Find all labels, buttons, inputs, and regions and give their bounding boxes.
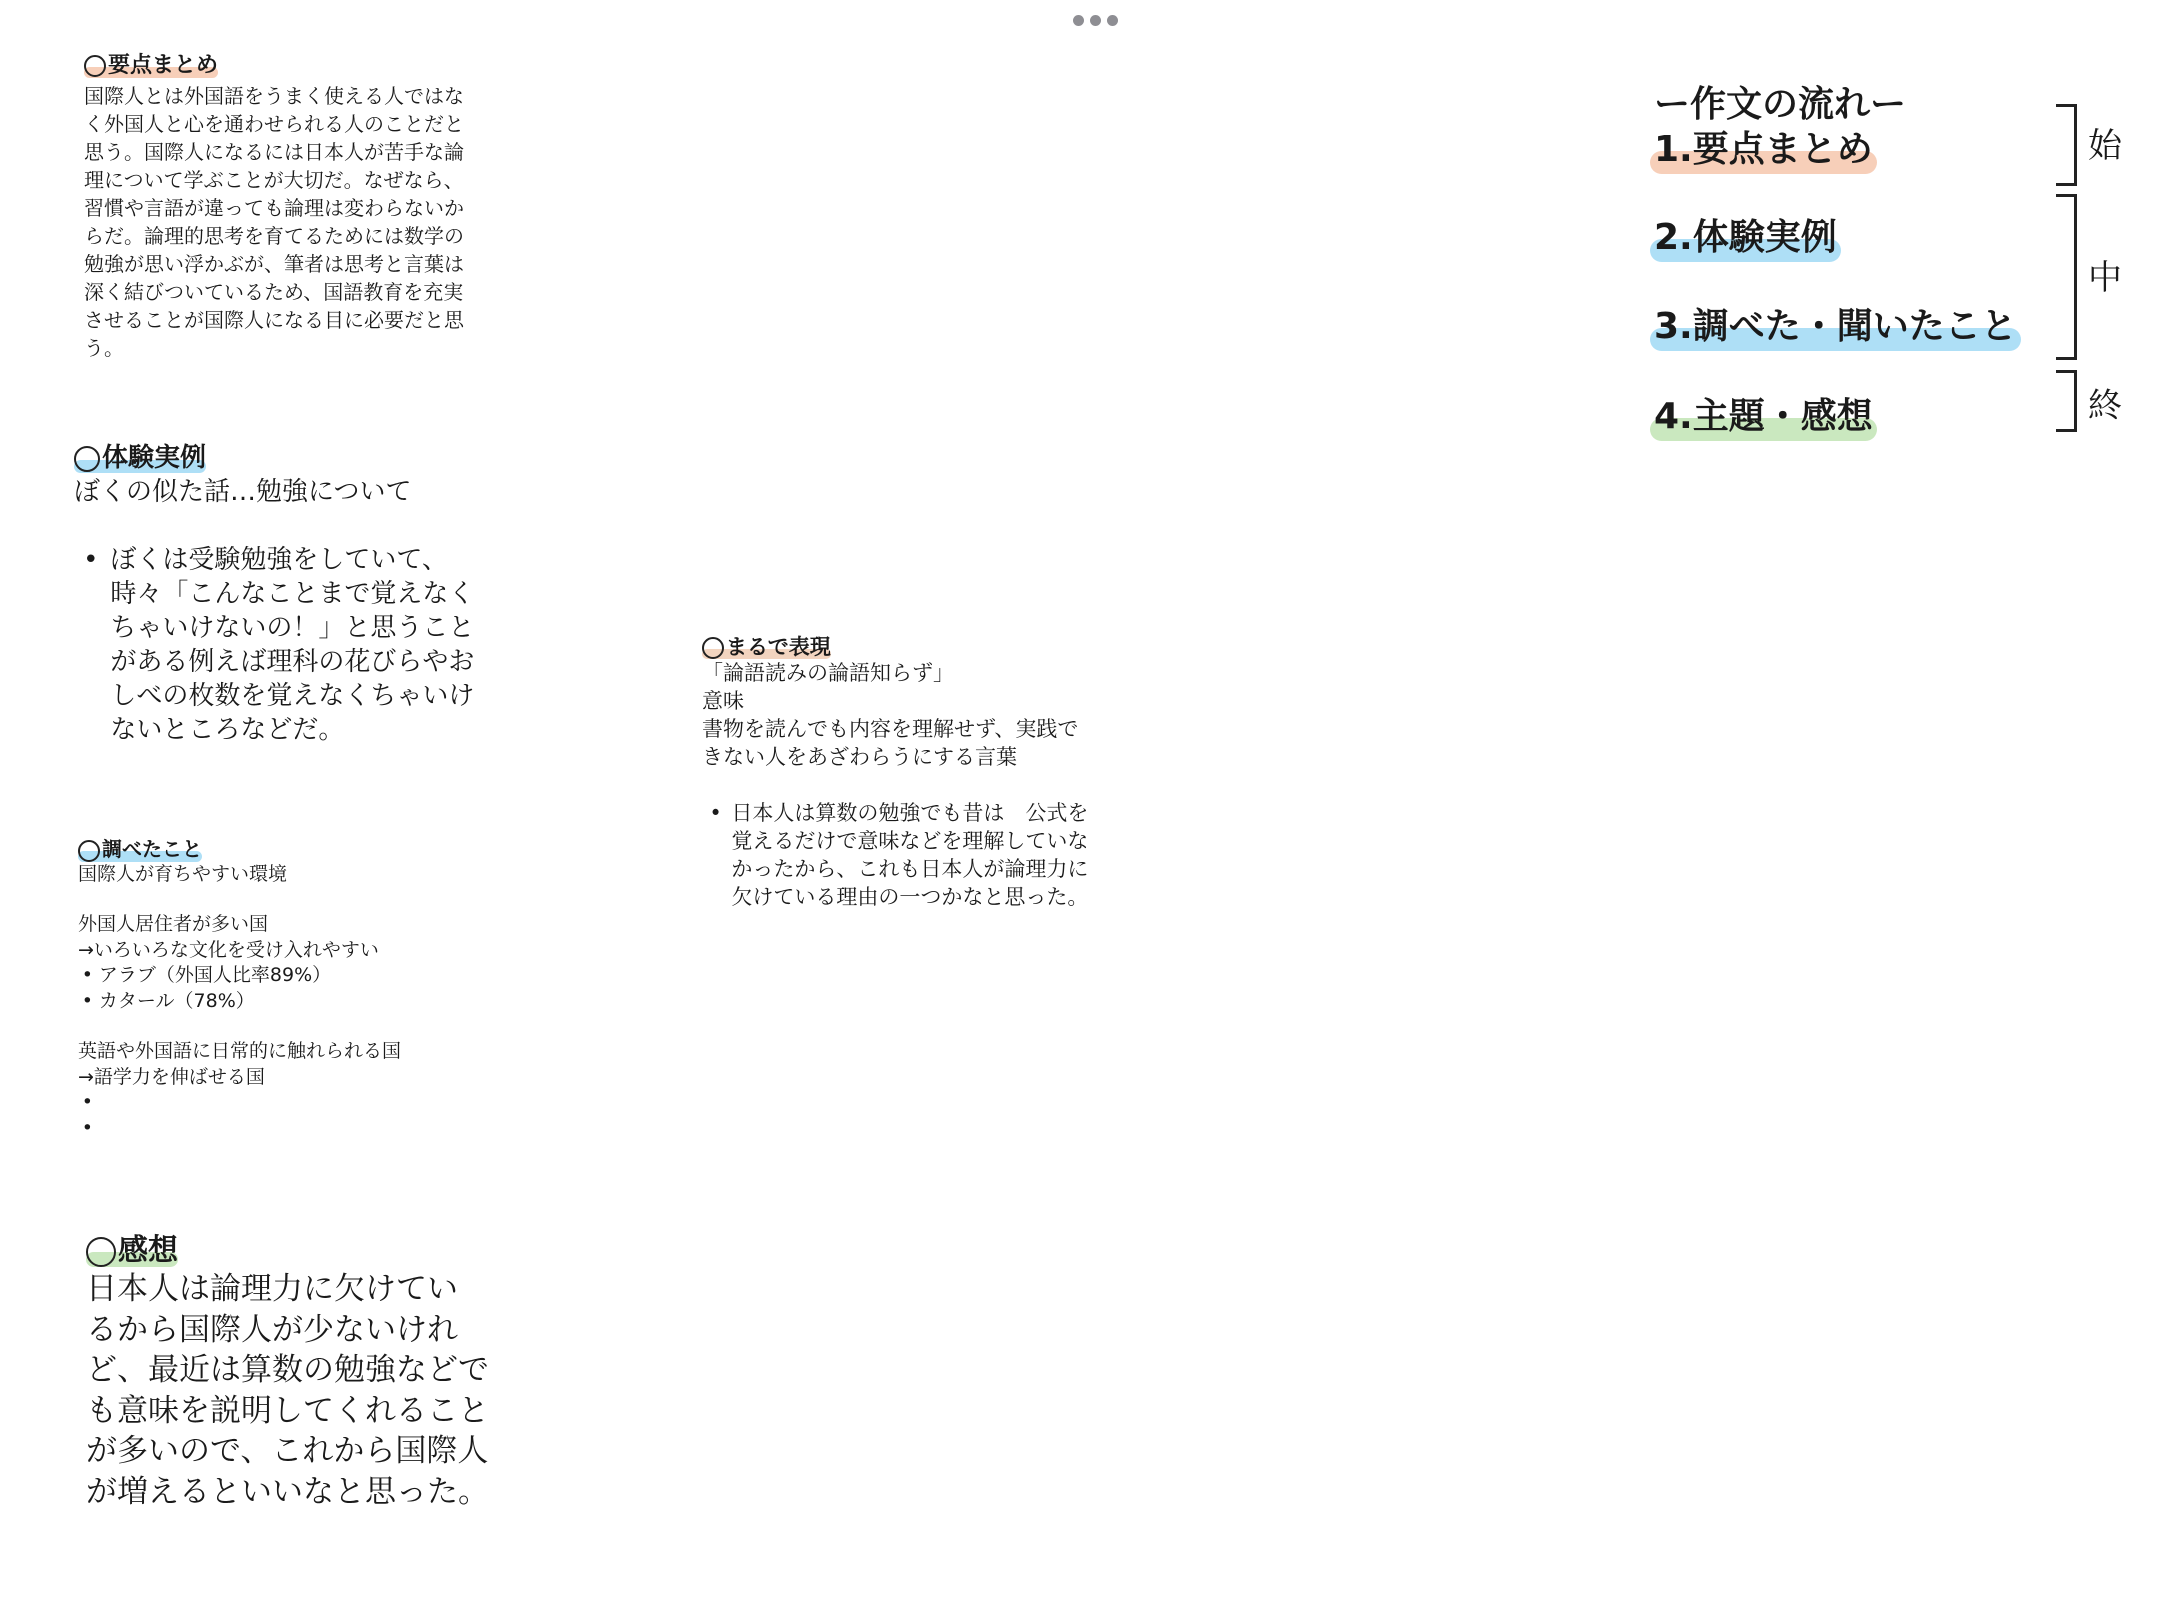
impression-note[interactable] — [86, 1234, 526, 1512]
summary-note[interactable] — [84, 54, 514, 362]
flow-item-impression: 4.主題・感想 — [1654, 388, 1873, 439]
expression-heading — [702, 636, 831, 659]
expression-meaning-label: 意味 — [702, 689, 744, 714]
bracket-end — [2056, 370, 2077, 432]
experience-title: 体験実例 — [102, 443, 207, 473]
expression-note[interactable] — [702, 636, 1122, 911]
experience-list — [74, 543, 534, 747]
flow-item-research: 3.調べた・聞いたこと — [1654, 298, 2017, 349]
impression-heading — [86, 1234, 178, 1267]
circle-icon — [84, 55, 106, 77]
impression-body: 日本人は論理力に欠けてい るから国際人が少ないけれ ど、最近は算数の勉強などで も意味を説明してくれること が多いので、これから国際人 が増えるといいなと思った。 — [86, 1271, 489, 1510]
circle-icon — [86, 1237, 116, 1267]
summary-body: 国際人とは外国語をうまく使える人ではな く外国人と心を通わせられる人のことだと 思う。国際人になるには日本人が苦手な論 理について学ぶことが大切だ。なぜなら、 習慣や言語が違っても論理は変わらないか らだ。論理的思考を育てるためには数学の 勉強が思い浮かぶが、筆者は思考と言葉は 深く結びついているため、国語教育を充実 させることが国際人になる目に必要だと思 う。 — [84, 84, 464, 361]
research-note[interactable] — [78, 838, 498, 1141]
experience-heading — [74, 444, 206, 473]
experience-note[interactable] — [74, 444, 534, 747]
expression-title: まるで表現 — [726, 635, 831, 659]
more-options-icon[interactable] — [1068, 8, 1122, 32]
research-heading — [78, 838, 202, 862]
research-group2-list — [78, 1090, 498, 1141]
impression-title: 感想 — [118, 1233, 178, 1268]
bracket-middle — [2056, 194, 2077, 360]
dot — [1073, 15, 1084, 26]
research-group1-title: 外国人居住者が多い国 — [78, 913, 269, 935]
section-label-middle: 中 — [2088, 258, 2122, 298]
list-item: • ぼくは受験勉強をしていて、 時々「こんなことまで覚えなく ちゃいけないの！」と思うこと がある例えば理科の花びらやお しべの枚数を覚えなくちゃいけ ないところなどだ。 — [74, 543, 534, 747]
list-item: • アラブ（外国人比率89%） — [78, 963, 498, 989]
flow-panel[interactable] — [1654, 76, 2134, 436]
flow-item-experience: 2.体験実例 — [1654, 209, 1837, 260]
dot — [1090, 15, 1101, 26]
research-group2-title: 英語や外国語に日常的に触れられる国 — [78, 1040, 402, 1062]
research-group1-sub: →いろいろな文化を受け入れやすい — [78, 938, 379, 961]
list-item — [78, 1090, 498, 1116]
circle-icon — [74, 446, 100, 472]
research-group2-sub: →語学力を伸ばせる国 — [78, 1065, 265, 1088]
summary-heading — [84, 54, 218, 78]
expression-quote: 「論語読みの論語知らず」 — [702, 661, 954, 686]
dot — [1107, 15, 1118, 26]
bracket-start — [2056, 104, 2077, 186]
circle-icon — [78, 840, 100, 862]
summary-title: 要点まとめ — [108, 53, 219, 78]
expression-list — [702, 799, 1122, 911]
circle-icon — [702, 637, 724, 659]
research-intro: 国際人が育ちやすい環境 — [78, 862, 288, 885]
list-item — [78, 1116, 498, 1142]
flow-item-summary: 1.要点まとめ — [1654, 121, 1873, 172]
experience-subtitle: ぼくの似た話…勉強について — [74, 476, 412, 507]
expression-meaning: 書物を読んでも内容を理解せず、実践で きない人をあざわらうにする言葉 — [702, 717, 1079, 770]
section-label-end: 終 — [2088, 386, 2122, 426]
research-title: 調べたこと — [102, 837, 202, 861]
section-label-start: 始 — [2088, 126, 2122, 166]
list-item: • カタール（78%） — [78, 989, 498, 1015]
flow-title: ー作文の流れー — [1654, 84, 1907, 125]
research-group1-list — [78, 963, 498, 1014]
list-item: • 日本人は算数の勉強でも昔は 公式を 覚えるだけで意味などを理解していな かったから、これも日本人が論理力に 欠けている理由の一つかなと思った。 — [702, 799, 1122, 911]
